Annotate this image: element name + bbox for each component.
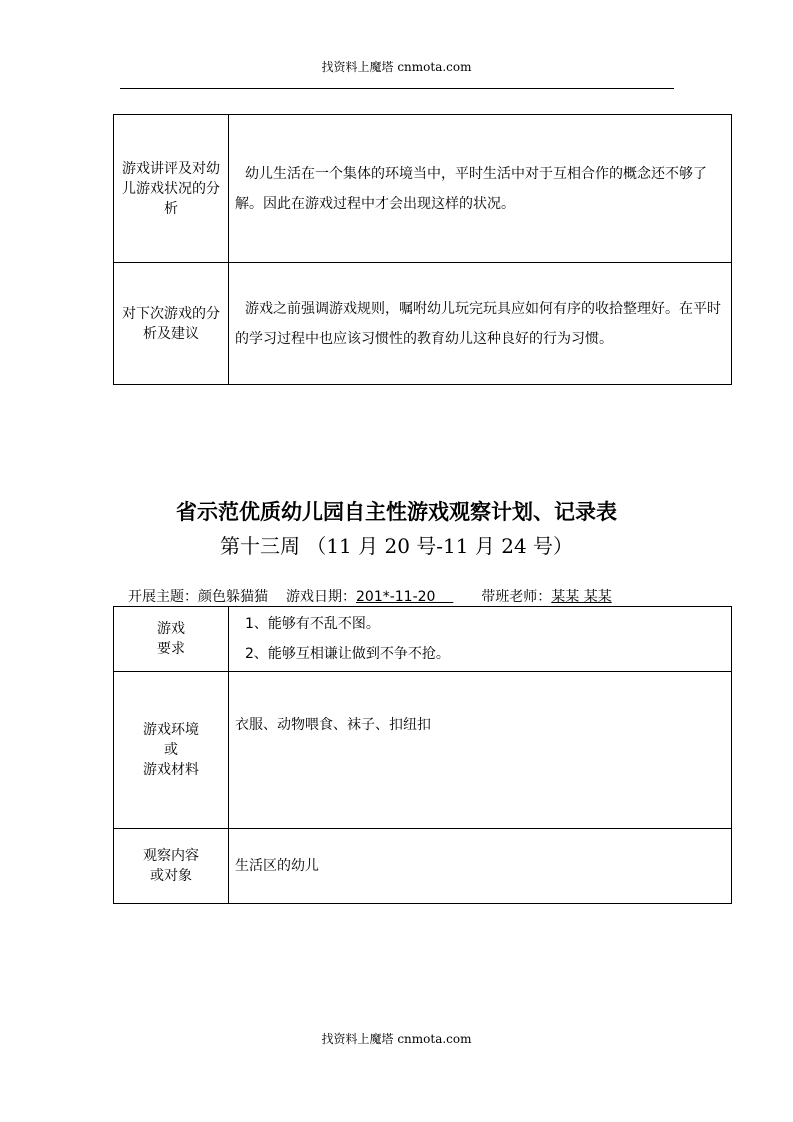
plan-table xyxy=(113,606,732,904)
evaluation-label: 游戏讲评及对幼儿游戏状况的分析 xyxy=(114,115,229,263)
teacher-value: 某某 某某 xyxy=(551,589,612,605)
table-row xyxy=(114,829,732,904)
date-value: 201*-11-20 xyxy=(356,589,436,605)
next-suggestion-label: 对下次游戏的分析及建议 xyxy=(114,263,229,385)
info-line xyxy=(128,586,612,606)
header-divider xyxy=(120,88,674,89)
teacher-label: 带班老师： xyxy=(481,589,552,605)
next-suggestion-content: 游戏之前强调游戏规则，嘱咐幼儿玩完玩具应如何有序的收拾整理好。在平时的学习过程中也应该习惯性的教育幼儿这种良好的行为习惯。 xyxy=(229,263,732,385)
evaluation-content: 幼儿生活在一个集体的环境当中，平时生活中对于互相合作的概念还不够了解。因此在游戏过程中才会出现这样的状况。 xyxy=(229,115,732,263)
observation-label: 观察内容 或对象 xyxy=(114,829,229,904)
requirements-content xyxy=(229,607,732,672)
requirement-item: 2、能够互相谦让做到不争不抢。 xyxy=(245,646,450,662)
environment-label: 游戏环境 或 游戏材料 xyxy=(114,672,229,829)
theme-label: 开展主题： xyxy=(128,589,198,605)
environment-content: 衣服、动物喂食、袜子、扣纽扣 xyxy=(229,672,732,829)
page-footer: 找资料上魔塔 cnmota.com xyxy=(321,1032,472,1046)
table-row xyxy=(114,115,732,263)
requirement-item: 1、能够有不乱不图。 xyxy=(245,616,380,632)
date-label: 游戏日期： xyxy=(286,589,356,605)
table-row xyxy=(114,263,732,385)
requirements-label: 游戏 要求 xyxy=(114,607,229,672)
evaluation-table xyxy=(113,114,732,385)
table-row xyxy=(114,672,732,829)
observation-content: 生活区的幼儿 xyxy=(229,829,732,904)
page-subtitle: 第十三周 （11 月 20 号-11 月 24 号） xyxy=(219,534,574,558)
table-row xyxy=(114,607,732,672)
theme-value: 颜色躲猫猫 xyxy=(198,589,268,605)
page-header: 找资料上魔塔 cnmota.com xyxy=(321,60,472,74)
page-title: 省示范优质幼儿园自主性游戏观察计划、记录表 xyxy=(176,499,617,524)
